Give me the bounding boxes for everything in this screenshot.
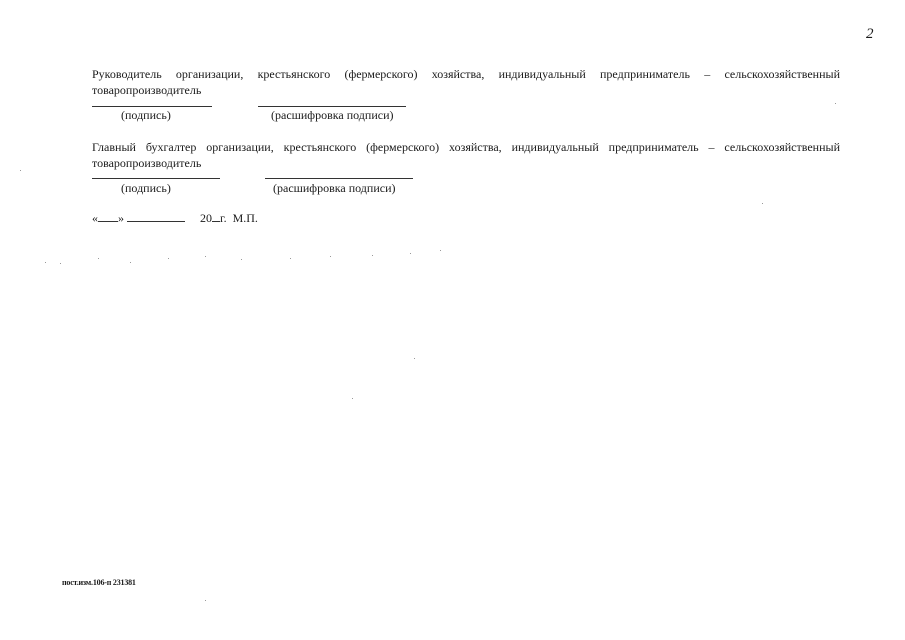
month-blank bbox=[127, 211, 185, 222]
head-decoding-line bbox=[258, 106, 406, 107]
accountant-title: Главный бухгалтер организации, крестьянского (фермерского) хозяйства, индивидуальный предприниматель – сельскохозяйственный товаропроизводитель bbox=[92, 140, 840, 170]
accountant-signature-caption: (подпись) bbox=[121, 181, 171, 195]
date-open-quote: « bbox=[92, 211, 98, 225]
date-close-quote: » bbox=[118, 211, 124, 225]
stamp-label: М.П. bbox=[232, 211, 258, 225]
year-blank bbox=[212, 211, 220, 222]
head-signature-caption: (подпись) bbox=[121, 108, 171, 122]
accountant-decoding-line bbox=[265, 178, 413, 179]
head-title: Руководитель организации, крестьянского (фермерского) хозяйства, индивидуальный предприниматель – сельскохозяйственный товаропроизводитель bbox=[92, 67, 840, 97]
head-signature-line bbox=[92, 106, 212, 107]
date-line bbox=[92, 211, 258, 226]
footer-code: пост.изм.106-п 231381 bbox=[62, 578, 136, 587]
accountant-decoding-caption: (расшифровка подписи) bbox=[273, 181, 396, 195]
page-number: 2 bbox=[866, 26, 874, 42]
year-prefix: 20 bbox=[200, 211, 212, 225]
day-blank bbox=[98, 211, 118, 222]
accountant-signature-line bbox=[92, 178, 220, 179]
head-decoding-caption: (расшифровка подписи) bbox=[271, 108, 394, 122]
year-suffix: г. bbox=[220, 211, 227, 225]
